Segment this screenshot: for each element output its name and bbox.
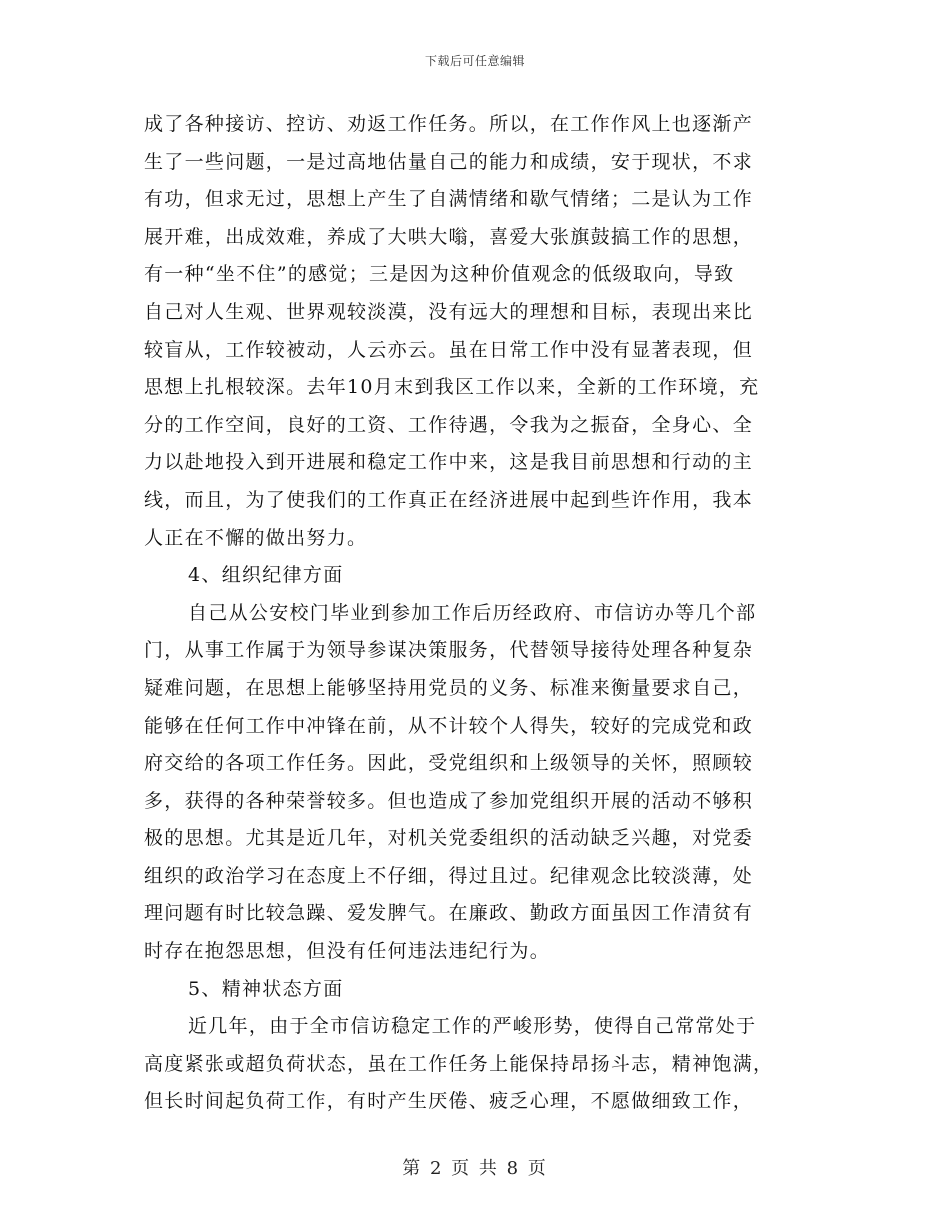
- text-line: 多，获得的各种荣誉较多。但也造成了参加党组织开展的活动不够积: [144, 789, 754, 812]
- page-header: 下载后可任意编辑: [424, 54, 525, 68]
- page-number: 第 2 页 共 8 页: [402, 1158, 548, 1179]
- text-line: 较盲从，工作较被动，人云亦云。虽在日常工作中没有显著表现，但: [144, 338, 754, 361]
- text-line: 时存在抱怨思想，但没有任何违法违纪行为。: [144, 940, 551, 963]
- text-line: 门，从事工作属于为领导参谋决策服务，代替领导接待处理各种复杂: [144, 639, 754, 662]
- text-line: 高度紧张或超负荷状态，虽在工作任务上能保持昂扬斗志，精神饱满，: [144, 1052, 774, 1075]
- text-line: 4、组织纪律方面: [188, 564, 344, 587]
- text-line: 力以赴地投入到开进展和稳定工作中来，这是我目前思想和行动的主: [144, 451, 754, 474]
- text-line: 疑难问题，在思想上能够坚持用党员的义务、标准来衡量要求自己，: [144, 676, 754, 699]
- text-line: 有一种“坐不住”的感觉；三是因为这种价值观念的低级取向，导致: [144, 263, 735, 286]
- text-line: 理问题有时比较急躁、爱发脾气。在廉政、勤政方面虽因工作清贫有: [144, 902, 754, 925]
- text-line: 极的思想。尤其是近几年，对机关党委组织的活动缺乏兴趣，对党委: [144, 827, 754, 850]
- text-line: 组织的政治学习在态度上不仔细，得过且过。纪律观念比较淡薄，处: [144, 864, 754, 887]
- text-line: 分的工作空间，良好的工资、工作待遇，令我为之振奋，全身心、全: [144, 413, 754, 436]
- text-line: 展开难，出成效难，养成了大哄大嗡，喜爱大张旗鼓搞工作的思想，: [144, 225, 754, 248]
- text-line: 自己对人生观、世界观较淡漠，没有远大的理想和目标，表现出来比: [144, 300, 754, 323]
- text-line: 生了一些问题，一是过高地估量自己的能力和成绩，安于现状，不求: [144, 150, 754, 173]
- text-line: 线，而且，为了使我们的工作真正在经济进展中起到些许作用，我本: [144, 488, 754, 511]
- text-line: 但长时间起负荷工作，有时产生厌倦、疲乏心理，不愿做细致工作，: [144, 1090, 754, 1113]
- text-line: 能够在任何工作中冲锋在前，从不计较个人得失，较好的完成党和政: [144, 714, 754, 737]
- text-line: 自己从公安校门毕业到参加工作后历经政府、市信访办等几个部: [188, 601, 757, 624]
- text-line: 府交给的各项工作任务。因此，受党组织和上级领导的关怀，照顾较: [144, 752, 754, 775]
- text-line: 有功，但求无过，思想上产生了自满情绪和歇气情绪；二是认为工作: [144, 188, 754, 211]
- text-line: 思想上扎根较深。去年10月末到我区工作以来，全新的工作环境，充: [144, 376, 760, 399]
- text-line: 成了各种接访、控访、劝返工作任务。所以，在工作作风上也逐渐产: [144, 113, 754, 135]
- text-line: 近几年，由于全市信访稳定工作的严峻形势，使得自己常常处于: [188, 1015, 757, 1038]
- document-body: [144, 106, 804, 1121]
- text-line: 人正在不懈的做出努力。: [144, 526, 368, 549]
- text-line: 5、精神状态方面: [188, 977, 344, 1000]
